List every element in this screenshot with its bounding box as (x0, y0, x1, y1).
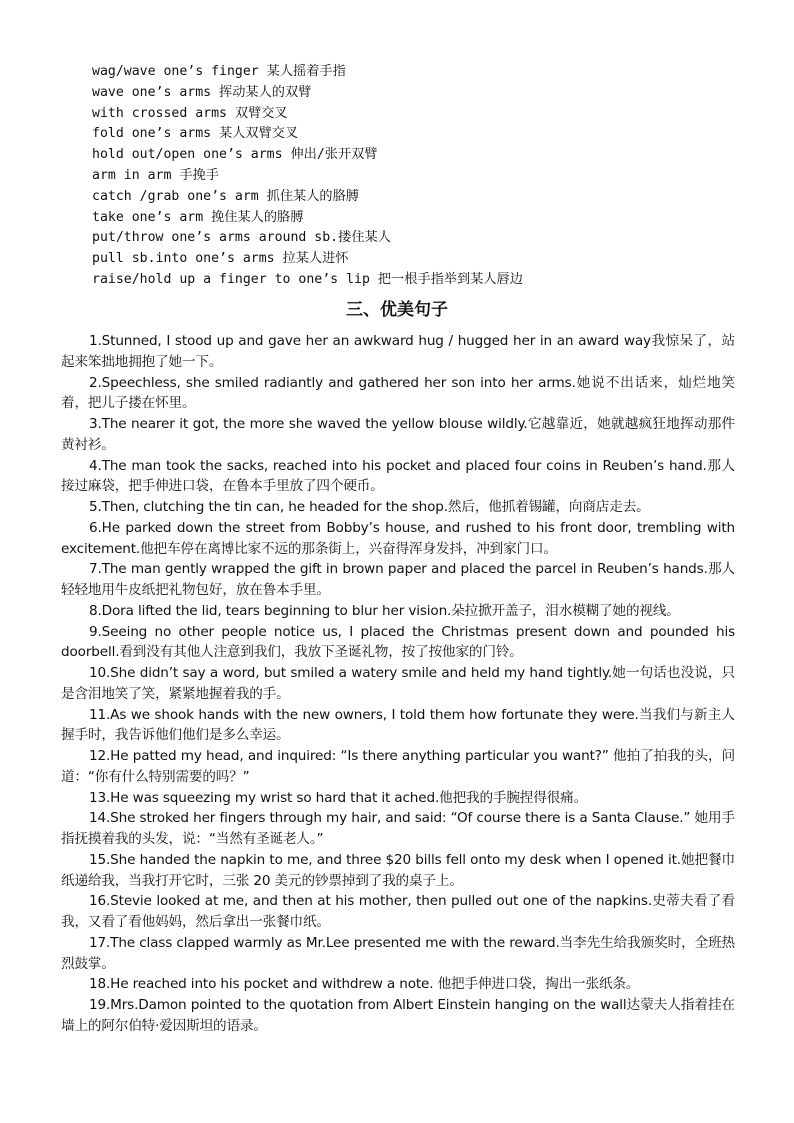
phrase-item: catch /grab one’s arm 抓住某人的胳膊 (92, 188, 359, 204)
sentence-item: 6.He parked down the street from Bobby’s house, and rushed to his front door, trembling with excitement.他把车停在离博比家不远的那条街上，兴奋得浑身发抖，冲到家门口。 (61, 519, 735, 557)
sentence-list (61, 331, 735, 1037)
sentence-item: 5.Then, clutching the tin can, he headed for the shop.然后，他抓着锡罐，向商店走去。 (89, 499, 650, 515)
phrase-item: put/throw one’s arms around sb.搂住某人 (92, 230, 391, 246)
section-title: 三、优美句子 (346, 300, 448, 320)
phrase-item: take one’s arm 挽住某人的胳膊 (92, 209, 304, 225)
sentence-item: 1.Stunned, I stood up and gave her an awkward hug / hugged her in an award way我惊呆了，站起来笨拙地拥抱了她一下。 (61, 333, 735, 370)
phrase-list (92, 62, 752, 291)
sentence-item: 4.The man took the sacks, reached into his pocket and placed four coins in Reuben’s hand.那人接过麻袋，把手伸进口袋，在鲁本手里放了四个硬币。 (61, 457, 735, 495)
sentence-item: 11.As we shook hands with the new owners, I told them how fortunate they were.当我们与新主人握手时，我告诉他们他们是多么幸运。 (61, 706, 735, 744)
sentence-item: 9.Seeing no other people notice us, I placed the Christmas present down and pounded his doorbell.看到没有其他人注意到我们，我放下圣诞礼物，按了按他家的门铃。 (61, 623, 735, 661)
phrase-item: hold out/open one’s arms 伸出/张开双臂 (92, 147, 378, 163)
phrase-item: fold one’s arms 某人双臂交叉 (92, 126, 299, 142)
sentence-item: 19.Mrs.Damon pointed to the quotation from Albert Einstein hanging on the wall达蒙夫人指着挂在墙上的阿尔伯特·爱因斯坦的语录。 (61, 997, 735, 1034)
sentence-item: 18.He reached into his pocket and withdrew a note. 他把手伸进口袋，掏出一张纸条。 (89, 976, 640, 993)
sentence-item: 2.Speechless, she smiled radiantly and gathered her son into her arms.她说不出话来，灿烂地笑着，把儿子搂在怀里。 (61, 374, 735, 412)
sentence-item: 13.He was squeezing my wrist so hard that it ached.他把我的手腕捏得很痛。 (89, 789, 588, 806)
sentence-item: 12.He patted my head, and inquired: “Is there anything particular you want?” 他拍了拍我的头，问道：“你有什么特别需要的吗？” (61, 748, 735, 785)
phrase-item: raise/hold up a finger to one’s lip 把一根手指举到某人唇边 (92, 271, 523, 287)
sentence-item: 8.Dora lifted the lid, tears beginning to blur her vision.朵拉掀开盖子，泪水模糊了她的视线。 (89, 602, 680, 619)
sentence-item: 17.The class clapped warmly as Mr.Lee presented me with the reward.当李先生给我颁奖时，全班热烈鼓掌。 (61, 934, 735, 972)
sentence-item: 7.The man gently wrapped the gift in brown paper and placed the parcel in Reuben’s hands.那人轻轻地用牛皮纸把礼物包好，放在鲁本手里。 (61, 561, 735, 598)
phrase-item: with crossed arms 双臂交叉 (92, 105, 288, 121)
sentence-item: 3.The nearer it got, the more she waved the yellow blouse wildly.它越靠近，她就越疯狂地挥动那件黄衬衫。 (61, 416, 735, 453)
sentence-item: 15.She handed the napkin to me, and three $20 bills fell onto my desk when I opened it.她把餐巾纸递给我，当我打开它时，三张 20 美元的钞票掉到了我的桌子上。 (61, 851, 735, 889)
phrase-item: arm in arm 手挽手 (92, 167, 219, 183)
phrase-item: pull sb.into one’s arms 拉某人进怀 (92, 251, 349, 267)
sentence-item: 14.She stroked her fingers through my hair, and said: “Of course there is a Santa Clause.” 她用手指抚摸着我的头发，说：“当然有圣诞老人。” (61, 810, 735, 847)
phrase-item: wave one’s arms 挥动某人的双臂 (92, 84, 312, 100)
phrase-item: wag/wave one’s finger 某人摇着手指 (92, 64, 346, 79)
sentence-item: 16.Stevie looked at me, and then at his mother, then pulled out one of the napkins.史蒂夫看了看我，又看了看他妈妈，然后拿出一张餐巾纸。 (61, 893, 735, 930)
sentence-item: 10.She didn’t say a word, but smiled a watery smile and held my hand tightly.她一句话也没说，只是含泪地笑了笑，紧紧地握着我的手。 (61, 665, 735, 702)
